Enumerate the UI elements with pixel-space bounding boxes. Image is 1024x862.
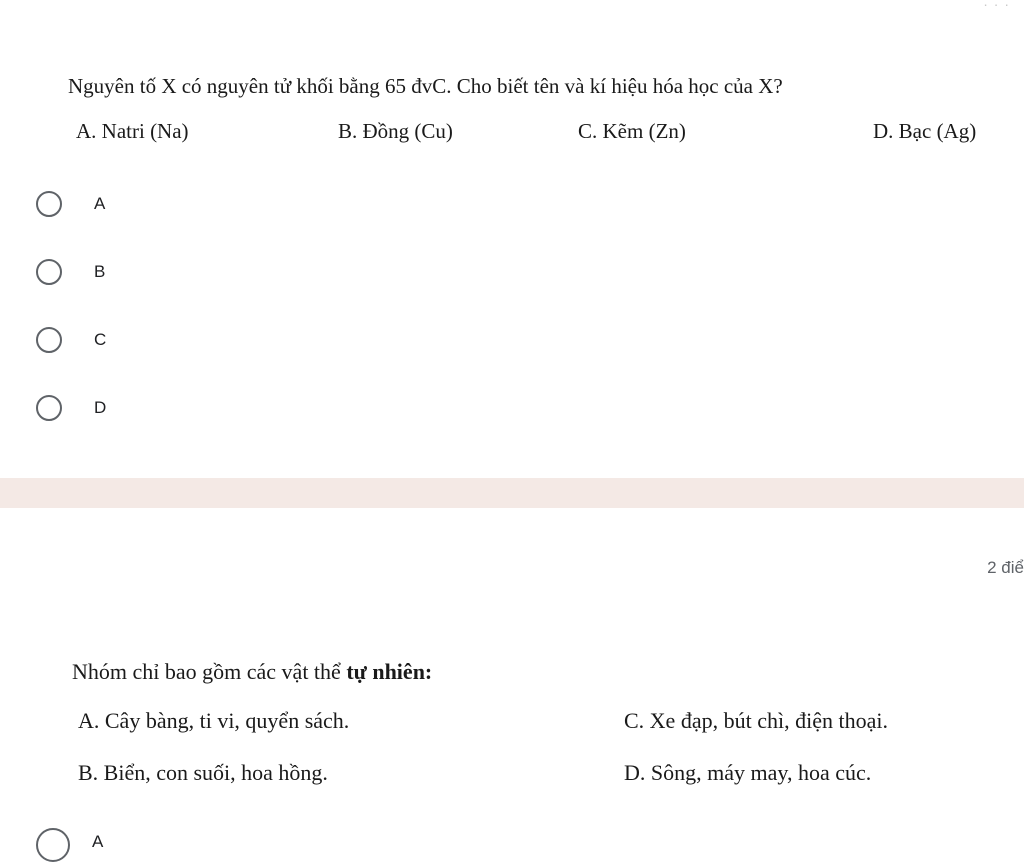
radio-button-b[interactable]	[36, 259, 62, 285]
question-2-choice-b: B. Biển, con suối, hoa hồng.	[78, 760, 328, 785]
question-1-choice-b: B. Đồng (Cu)	[338, 119, 453, 143]
radio-button-q2-a[interactable]	[36, 828, 70, 862]
option-c[interactable]	[36, 323, 106, 357]
question-1-choice-c: C. Kẽm (Zn)	[578, 119, 686, 143]
option-d-label: D	[94, 398, 107, 417]
question-2-stem	[72, 659, 432, 685]
option-b-label: B	[94, 262, 106, 281]
option-a-label: A	[94, 194, 106, 213]
option-q2-a-label: A	[92, 832, 104, 851]
radio-button-c[interactable]	[36, 327, 62, 353]
question-1-stem: Nguyên tố X có nguyên tử khối bằng 65 đvC. Cho biết tên và kí hiệu hóa học của X?	[68, 74, 783, 98]
question-1-choice-a: A. Natri (Na)	[76, 119, 189, 143]
option-b[interactable]	[36, 255, 105, 289]
question-2-choice-a: A. Cây bàng, ti vi, quyển sách.	[78, 708, 350, 733]
section-divider	[0, 478, 1024, 508]
option-d[interactable]	[36, 391, 106, 425]
option-a[interactable]	[36, 187, 105, 221]
question-2-choice-c: C. Xe đạp, bút chì, điện thoại.	[624, 708, 888, 733]
question-2-choice-d: D. Sông, máy may, hoa cúc.	[624, 760, 872, 785]
question-1-choice-d: D. Bạc (Ag)	[873, 119, 977, 143]
question-2-stem-bold: tự nhiên:	[346, 659, 433, 684]
points-label: 2 điể	[987, 558, 1024, 577]
question-2-stem-text: Nhóm chỉ bao gồm các vật thể	[72, 659, 347, 684]
option-c-label: C	[94, 330, 107, 349]
radio-button-a[interactable]	[36, 191, 62, 217]
more-icon: · · ·	[983, 0, 1010, 12]
radio-button-d[interactable]	[36, 395, 62, 421]
